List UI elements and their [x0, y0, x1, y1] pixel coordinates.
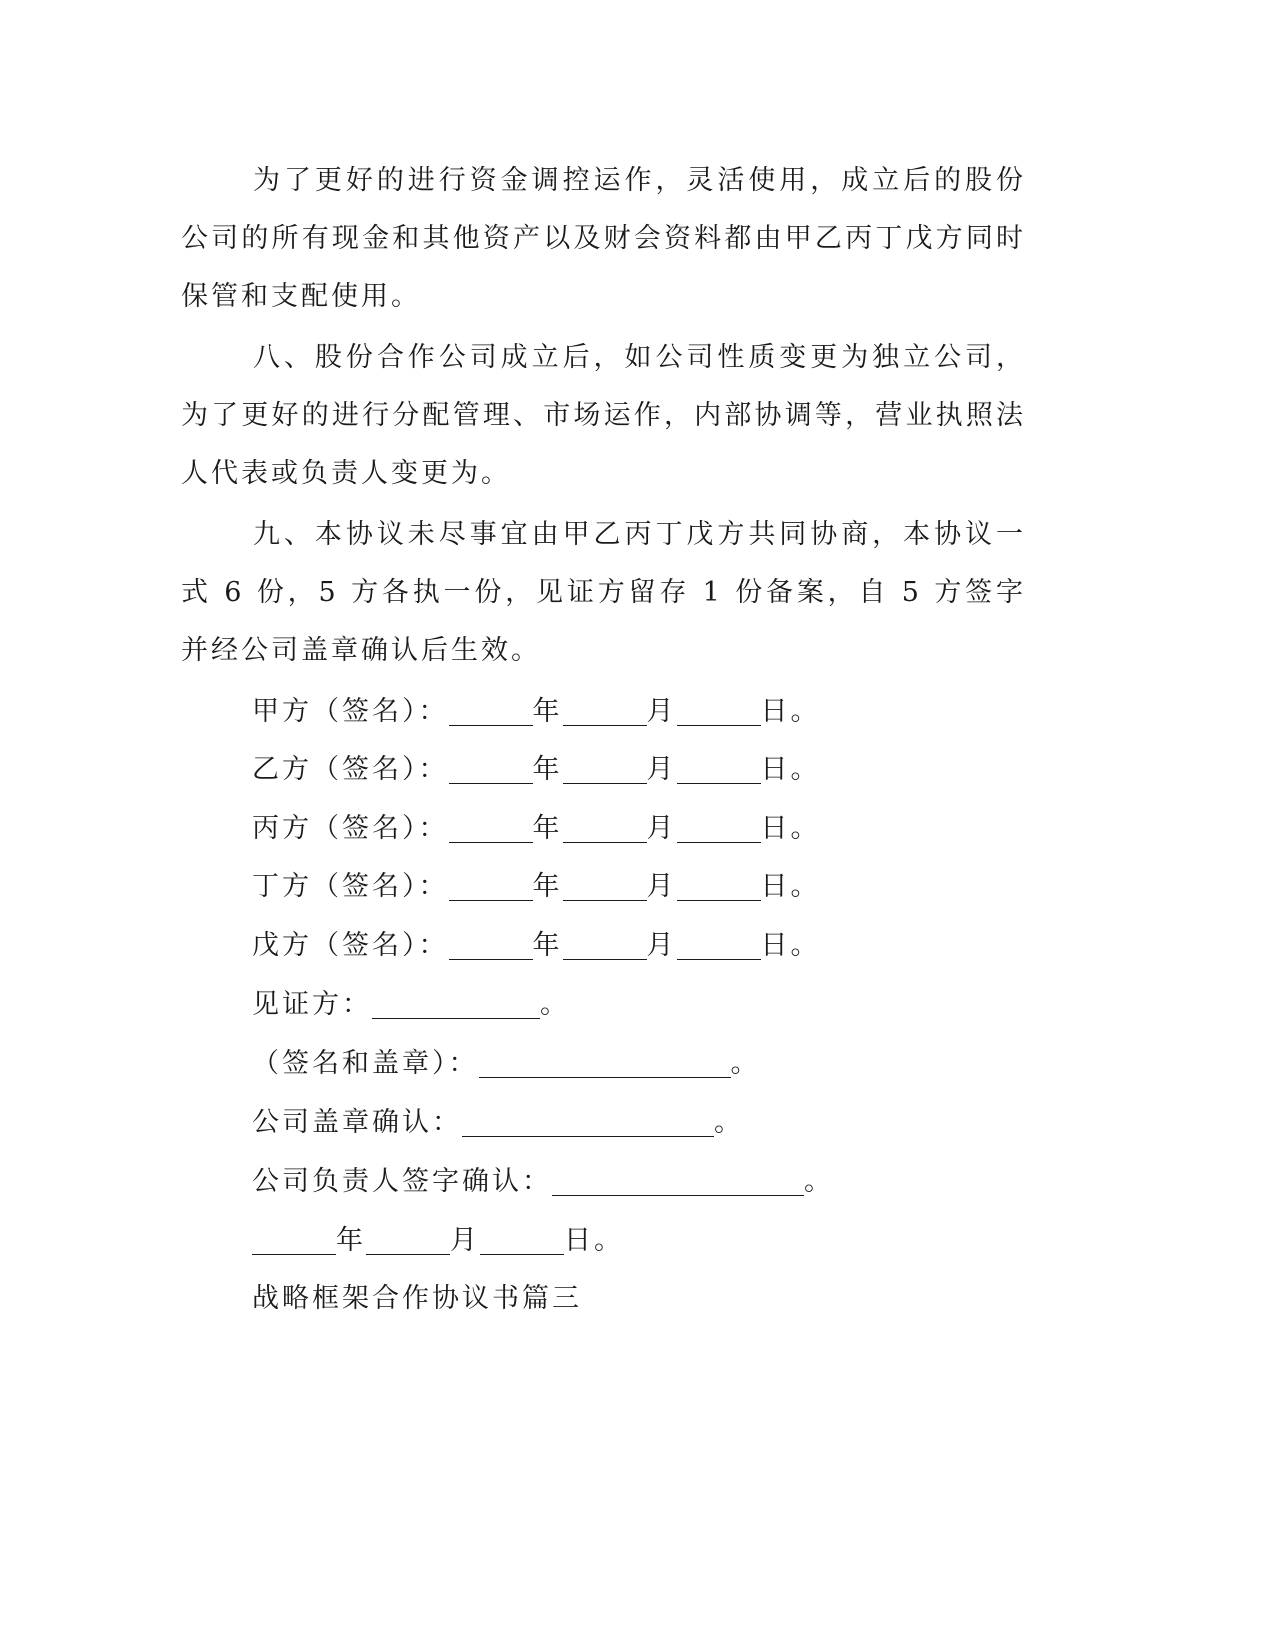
paragraph-article-nine: 九、本协议未尽事宜由甲乙丙丁戊方共同协商，本协议一式 6 份，5 方各执一份，见证方留存 1 份备案，自 5 方签字并经公司盖章确认后生效。 — [181, 519, 1026, 666]
signature-year-blank[interactable] — [449, 753, 533, 784]
sign-and-seal-blank[interactable] — [479, 1047, 731, 1078]
witness-label: 见证方： — [252, 989, 372, 1020]
sign-and-seal-label: （签名和盖章）： — [252, 1048, 479, 1079]
company-seal-line — [252, 1103, 744, 1143]
month-label: 月 — [450, 1225, 480, 1256]
signature-line-party-c — [252, 809, 821, 849]
date-month-blank[interactable] — [366, 1224, 450, 1255]
witness-end: 。 — [540, 989, 570, 1020]
month-label: 月 — [646, 930, 677, 961]
signature-month-blank[interactable] — [563, 812, 647, 843]
witness-line — [252, 985, 570, 1025]
year-label: 年 — [336, 1225, 366, 1256]
signature-year-blank[interactable] — [449, 929, 533, 960]
year-label: 年 — [532, 871, 563, 902]
month-label: 月 — [646, 813, 677, 844]
signature-year-blank[interactable] — [449, 812, 533, 843]
paragraph-article-eight: 八、股份合作公司成立后，如公司性质变更为独立公司，为了更好的进行分配管理、市场运作，内部协调等，营业执照法人代表或负责人变更为。 — [181, 342, 1026, 489]
responsible-sign-end: 。 — [804, 1166, 834, 1197]
signature-year-blank[interactable] — [449, 695, 533, 726]
signature-month-blank[interactable] — [563, 753, 647, 784]
month-label: 月 — [646, 871, 677, 902]
signature-label: 丙方（签名）： — [252, 813, 449, 844]
witness-blank[interactable] — [372, 988, 540, 1019]
signature-line-party-b — [252, 750, 821, 790]
signature-day-blank[interactable] — [677, 812, 761, 843]
signature-day-blank[interactable] — [677, 870, 761, 901]
day-label: 日。 — [760, 696, 821, 727]
sign-and-seal-line — [252, 1044, 761, 1084]
day-label: 日。 — [760, 813, 821, 844]
signature-line-party-a — [252, 692, 821, 732]
paragraph-asset-management: 为了更好的进行资金调控运作，灵活使用，成立后的股份公司的所有现金和其他资产以及财会资料都由甲乙丙丁戊方同时保管和支配使用。 — [181, 165, 1026, 312]
next-section-title: 战略框架合作协议书篇三 — [252, 1283, 582, 1314]
signature-label: 甲方（签名）： — [252, 696, 449, 727]
signature-month-blank[interactable] — [563, 870, 647, 901]
year-label: 年 — [532, 813, 563, 844]
signature-month-blank[interactable] — [563, 695, 647, 726]
signature-day-blank[interactable] — [677, 695, 761, 726]
signature-line-party-d — [252, 867, 821, 907]
responsible-sign-label: 公司负责人签字确认： — [252, 1166, 552, 1197]
company-seal-end: 。 — [714, 1107, 744, 1138]
signature-label: 丁方（签名）： — [252, 871, 449, 902]
date-year-blank[interactable] — [252, 1224, 336, 1255]
month-label: 月 — [646, 696, 677, 727]
signature-day-blank[interactable] — [677, 929, 761, 960]
day-label: 日。 — [760, 871, 821, 902]
signature-day-blank[interactable] — [677, 753, 761, 784]
signature-label: 戊方（签名）： — [252, 930, 449, 961]
year-label: 年 — [532, 930, 563, 961]
signature-month-blank[interactable] — [563, 929, 647, 960]
date-line — [252, 1221, 624, 1261]
sign-and-seal-end: 。 — [730, 1048, 761, 1079]
company-seal-label: 公司盖章确认： — [252, 1107, 462, 1138]
month-label: 月 — [646, 754, 677, 785]
day-label: 日。 — [760, 930, 821, 961]
signature-line-party-e — [252, 926, 821, 966]
signature-year-blank[interactable] — [449, 870, 533, 901]
signature-label: 乙方（签名）： — [252, 754, 449, 785]
day-label: 日。 — [760, 754, 821, 785]
responsible-sign-line — [252, 1162, 834, 1202]
day-label: 日。 — [564, 1225, 624, 1256]
date-day-blank[interactable] — [480, 1224, 564, 1255]
company-seal-blank[interactable] — [462, 1106, 714, 1137]
year-label: 年 — [532, 754, 563, 785]
responsible-sign-blank[interactable] — [552, 1165, 804, 1196]
year-label: 年 — [532, 696, 563, 727]
